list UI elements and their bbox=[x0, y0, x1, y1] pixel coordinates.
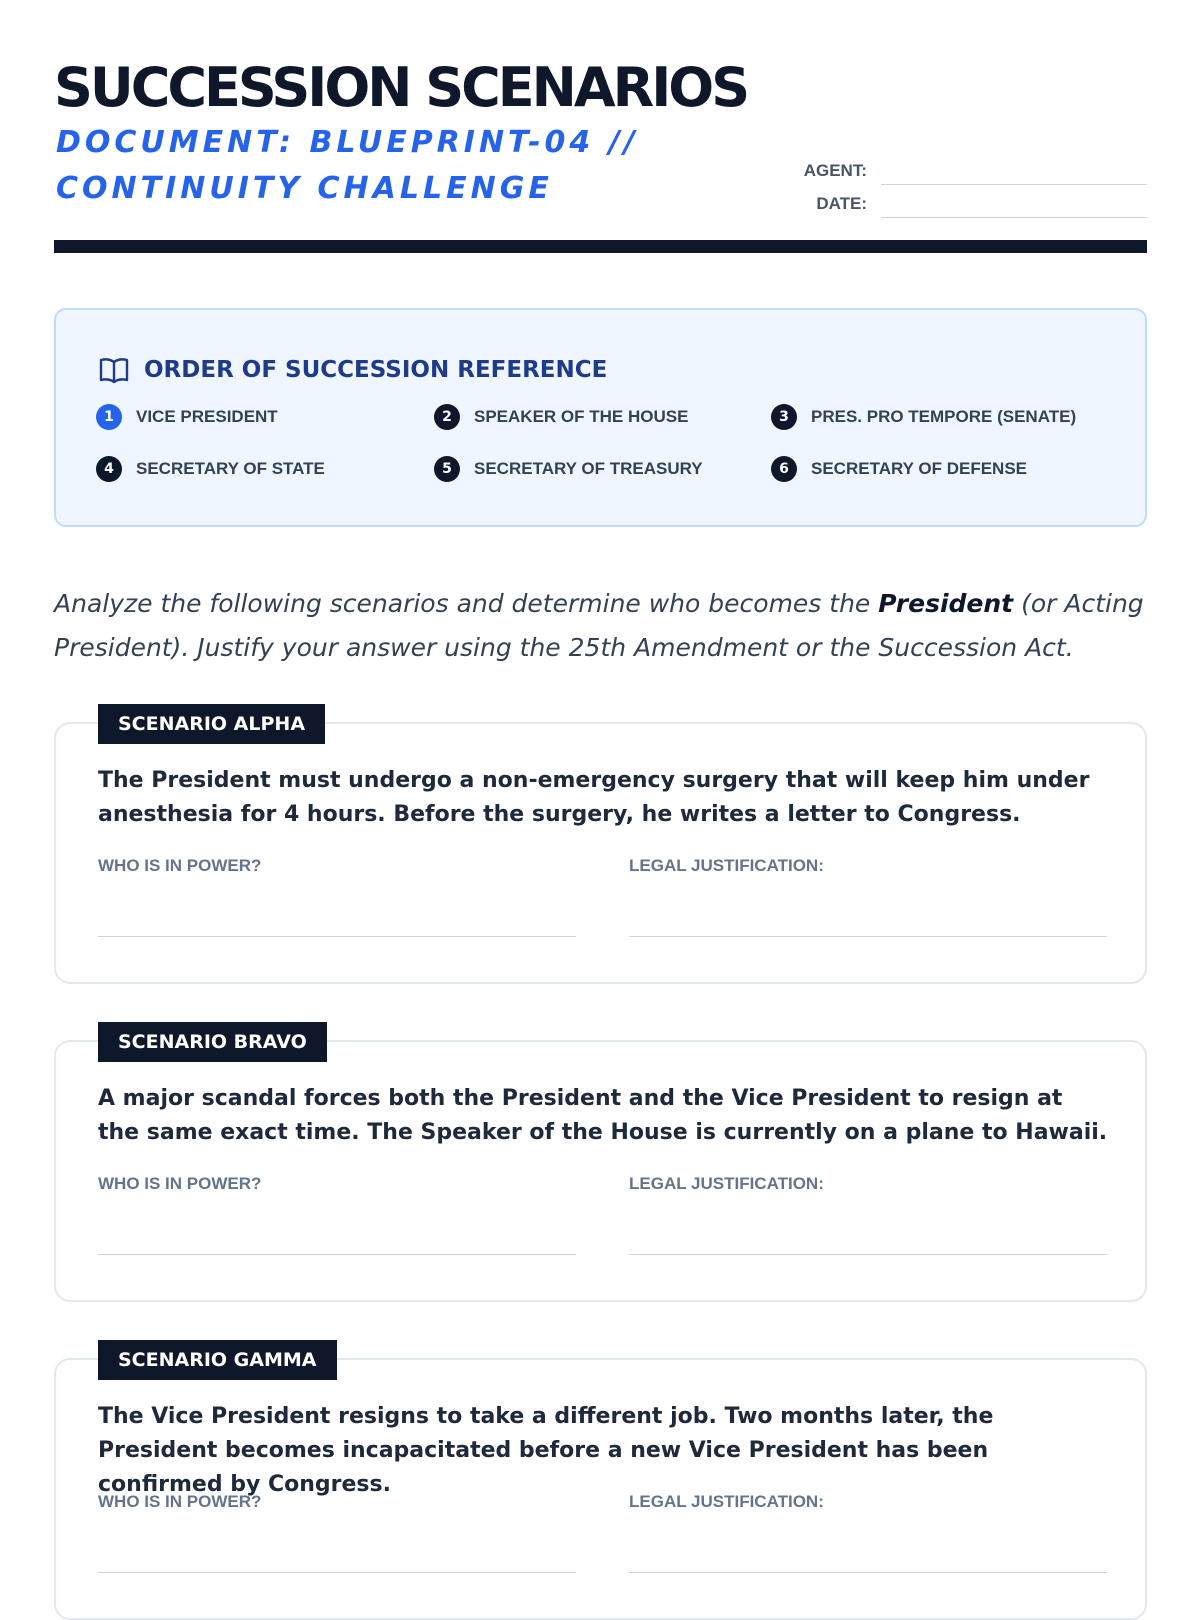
agent-row bbox=[787, 152, 1147, 185]
rank-badge: 1 bbox=[96, 404, 122, 430]
scenario-tag: SCENARIO BRAVO bbox=[98, 1022, 327, 1062]
rank-badge: 3 bbox=[771, 404, 797, 430]
succession-item-label: SECRETARY OF TREASURY bbox=[474, 459, 703, 478]
scenario-card bbox=[54, 713, 1147, 984]
scenario-tag: SCENARIO ALPHA bbox=[98, 704, 325, 744]
justification-label: LEGAL JUSTIFICATION: bbox=[629, 856, 824, 875]
succession-item-label: SECRETARY OF DEFENSE bbox=[811, 459, 1027, 478]
date-label: DATE: bbox=[816, 194, 867, 213]
justification-answer-field[interactable] bbox=[629, 936, 1107, 937]
meta-fields bbox=[787, 152, 1147, 218]
succession-item-label: VICE PRESIDENT bbox=[136, 407, 278, 426]
instructions-emphasis: President bbox=[878, 589, 1014, 618]
subtitle-line-1: DOCUMENT: BLUEPRINT-04 // bbox=[56, 125, 639, 160]
page-title: SUCCESSION SCENARIOS bbox=[54, 56, 748, 119]
justification-label: LEGAL JUSTIFICATION: bbox=[629, 1492, 824, 1511]
agent-label: AGENT: bbox=[803, 161, 867, 180]
who-label: WHO IS IN POWER? bbox=[98, 1174, 262, 1193]
justification-answer-field[interactable] bbox=[629, 1254, 1107, 1255]
succession-item bbox=[96, 404, 278, 430]
agent-field[interactable] bbox=[881, 154, 1147, 185]
rank-badge: 4 bbox=[96, 456, 122, 482]
succession-item bbox=[771, 456, 1027, 482]
who-answer-field[interactable] bbox=[98, 1572, 576, 1573]
reference-title: ORDER OF SUCCESSION REFERENCE bbox=[144, 357, 608, 383]
scenario-text: The Vice President resigns to take a different job. Two months later, the President becomes incapacitated before a new Vice President has been confirmed by Congress. bbox=[98, 1404, 994, 1497]
who-label: WHO IS IN POWER? bbox=[98, 1492, 262, 1511]
succession-item-label: SECRETARY OF STATE bbox=[136, 459, 325, 478]
date-row bbox=[787, 185, 1147, 218]
date-field[interactable] bbox=[881, 187, 1147, 218]
succession-item-label: PRES. PRO TEMPORE (SENATE) bbox=[811, 407, 1077, 426]
succession-item bbox=[771, 404, 1076, 430]
who-label: WHO IS IN POWER? bbox=[98, 856, 262, 875]
scenario-card bbox=[54, 1349, 1147, 1620]
scenario-text: The President must undergo a non-emergency surgery that will keep him under anesthesia for 4 hours. Before the surgery, he writes a letter to Congress. bbox=[98, 768, 1090, 827]
who-answer-field[interactable] bbox=[98, 1254, 576, 1255]
reference-heading bbox=[98, 356, 607, 384]
scenario-card bbox=[54, 1031, 1147, 1302]
instructions-text-end: (or Acting President). Justify your answer using the 25th Amendment or the Succession Act. bbox=[54, 589, 1144, 662]
succession-item bbox=[96, 456, 325, 482]
rank-badge: 2 bbox=[434, 404, 460, 430]
succession-reference-panel bbox=[54, 308, 1147, 527]
succession-item bbox=[434, 456, 703, 482]
scenario-tag: SCENARIO GAMMA bbox=[98, 1340, 337, 1380]
succession-item-label: SPEAKER OF THE HOUSE bbox=[474, 407, 689, 426]
instructions-text: Analyze the following scenarios and determine who becomes the bbox=[54, 589, 879, 618]
instructions bbox=[54, 582, 1147, 670]
scenario-text: A major scandal forces both the President and the Vice President to resign at the same exact time. The Speaker of the House is currently on a plane to Hawaii. bbox=[98, 1086, 1108, 1145]
who-answer-field[interactable] bbox=[98, 936, 576, 937]
justification-label: LEGAL JUSTIFICATION: bbox=[629, 1174, 824, 1193]
succession-item bbox=[434, 404, 688, 430]
rank-badge: 6 bbox=[771, 456, 797, 482]
header-divider bbox=[54, 240, 1147, 253]
document-subtitle bbox=[56, 120, 696, 212]
subtitle-line-2: CONTINUITY CHALLENGE bbox=[56, 171, 553, 206]
open-book-icon bbox=[98, 356, 130, 384]
rank-badge: 5 bbox=[434, 456, 460, 482]
justification-answer-field[interactable] bbox=[629, 1572, 1107, 1573]
